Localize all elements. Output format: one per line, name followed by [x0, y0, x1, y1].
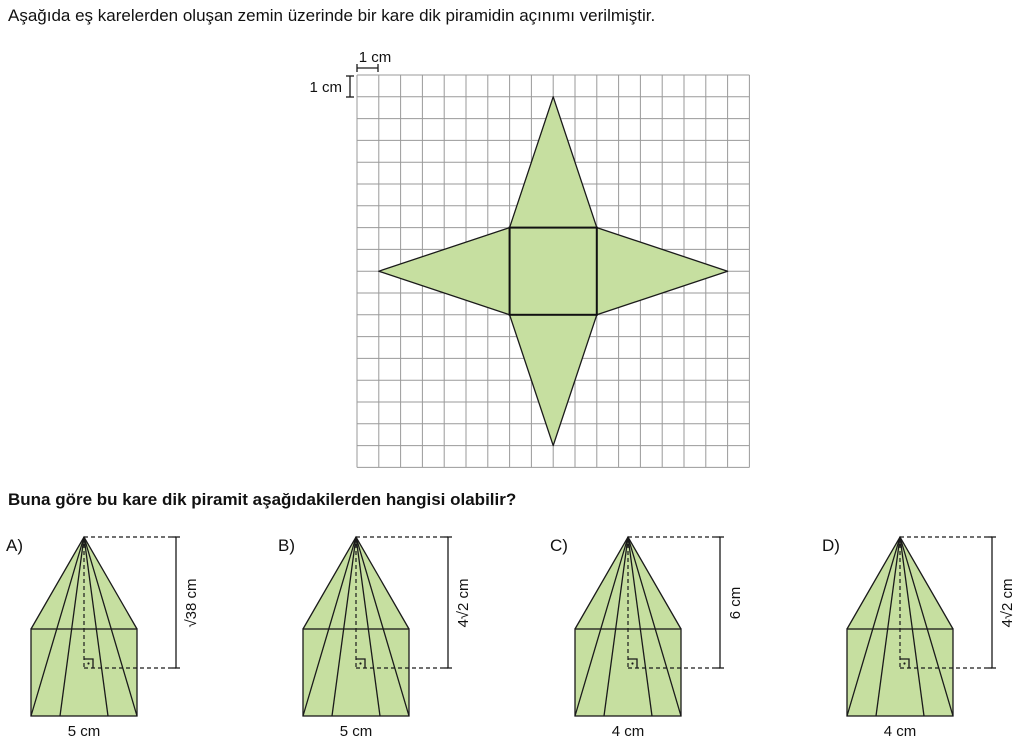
pyramid-fill	[303, 537, 409, 716]
option-a[interactable]	[6, 536, 200, 740]
pyramid-fill	[31, 537, 137, 716]
pyramid-net	[379, 97, 728, 446]
unit-marker-vertical	[309, 76, 354, 97]
intro-text: Aşağıda eş karelerden oluşan zemin üzerinde bir kare dik piramidin açınımı verilmiştir.	[8, 6, 656, 25]
height-label: 4√2 cm	[455, 578, 472, 628]
option-c[interactable]	[550, 536, 744, 740]
base-label: 5 cm	[339, 723, 373, 740]
right-angle-dot-icon	[631, 662, 633, 664]
option-letter: B)	[278, 536, 295, 555]
question-text: Buna göre bu kare dik piramit aşağıdakilerden hangisi olabilir?	[8, 490, 517, 509]
unit-marker-horizontal	[357, 49, 391, 72]
pyramid-fill	[575, 537, 681, 716]
answer-options	[6, 536, 1016, 740]
option-letter: D)	[822, 536, 840, 555]
right-angle-dot-icon	[903, 662, 905, 664]
height-label: 4√2 cm	[999, 578, 1016, 628]
right-angle-dot-icon	[87, 662, 89, 664]
option-d[interactable]	[822, 536, 1016, 740]
base-label: 4 cm	[611, 723, 645, 740]
grid-net-figure	[309, 49, 749, 467]
net-base-square	[510, 228, 597, 315]
unit-label-vertical: 1 cm	[309, 79, 342, 96]
pyramid-fill	[847, 537, 953, 716]
base-label: 4 cm	[883, 723, 917, 740]
option-letter: A)	[6, 536, 23, 555]
height-label: √38 cm	[183, 578, 200, 628]
right-angle-dot-icon	[359, 662, 361, 664]
option-b[interactable]	[278, 536, 472, 740]
option-letter: C)	[550, 536, 568, 555]
base-label: 5 cm	[67, 723, 101, 740]
unit-label-horizontal: 1 cm	[358, 49, 392, 66]
height-label: 6 cm	[727, 586, 744, 620]
